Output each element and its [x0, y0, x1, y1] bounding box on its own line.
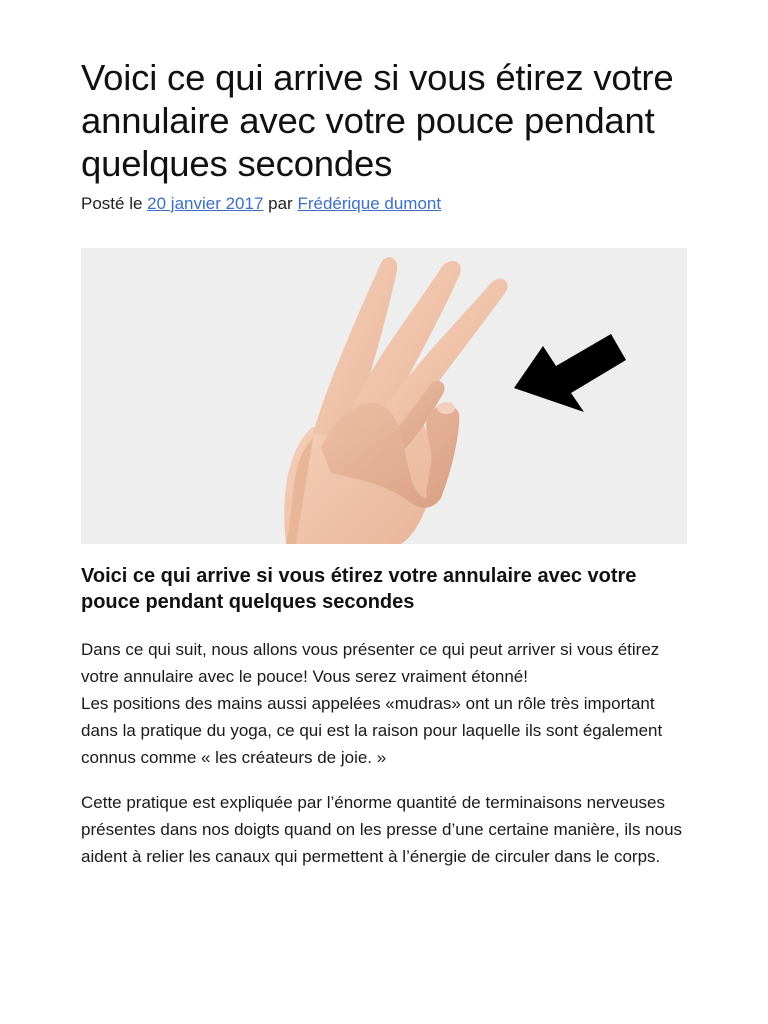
page-title: Voici ce qui arrive si vous étirez votre annulaire avec votre pouce pendant quelques secondes [81, 57, 674, 184]
article-subtitle: Voici ce qui arrive si vous étirez votre annulaire avec votre pouce pendant quelques secondes [81, 565, 637, 613]
article-body [81, 636, 687, 888]
article-header [81, 56, 691, 215]
posted-prefix: Posté le [81, 194, 148, 213]
hand-illustration [81, 248, 687, 544]
hero-image [81, 248, 687, 544]
by-label: par [263, 194, 298, 213]
paragraph-1 [81, 636, 687, 771]
paragraph-2: Cette pratique est expliquée par l’énorme quantité de terminaisons nerveuses présentes dans nos doigts quand on les presse d’une certaine manière, ils nous aident à relier les canaux qui permettent à l’énergie de circuler dans le corps. [81, 793, 683, 866]
paragraph-1-line-1: Dans ce qui suit, nous allons vous présenter ce qui peut arriver si vous étirez votre annulaire avec le pouce! Vous serez vraiment étonné! [81, 640, 660, 686]
paragraph-1-line-2: Les positions des mains aussi appelées «mudras» ont un rôle très important dans la pratique du yoga, ce qui est la raison pour laquelle ils sont également connus comme « les créateurs de joie. » [81, 694, 663, 767]
post-meta [81, 193, 691, 215]
author-link[interactable]: Frédérique dumont [297, 194, 442, 213]
post-date-link[interactable]: 20 janvier 2017 [147, 194, 264, 213]
